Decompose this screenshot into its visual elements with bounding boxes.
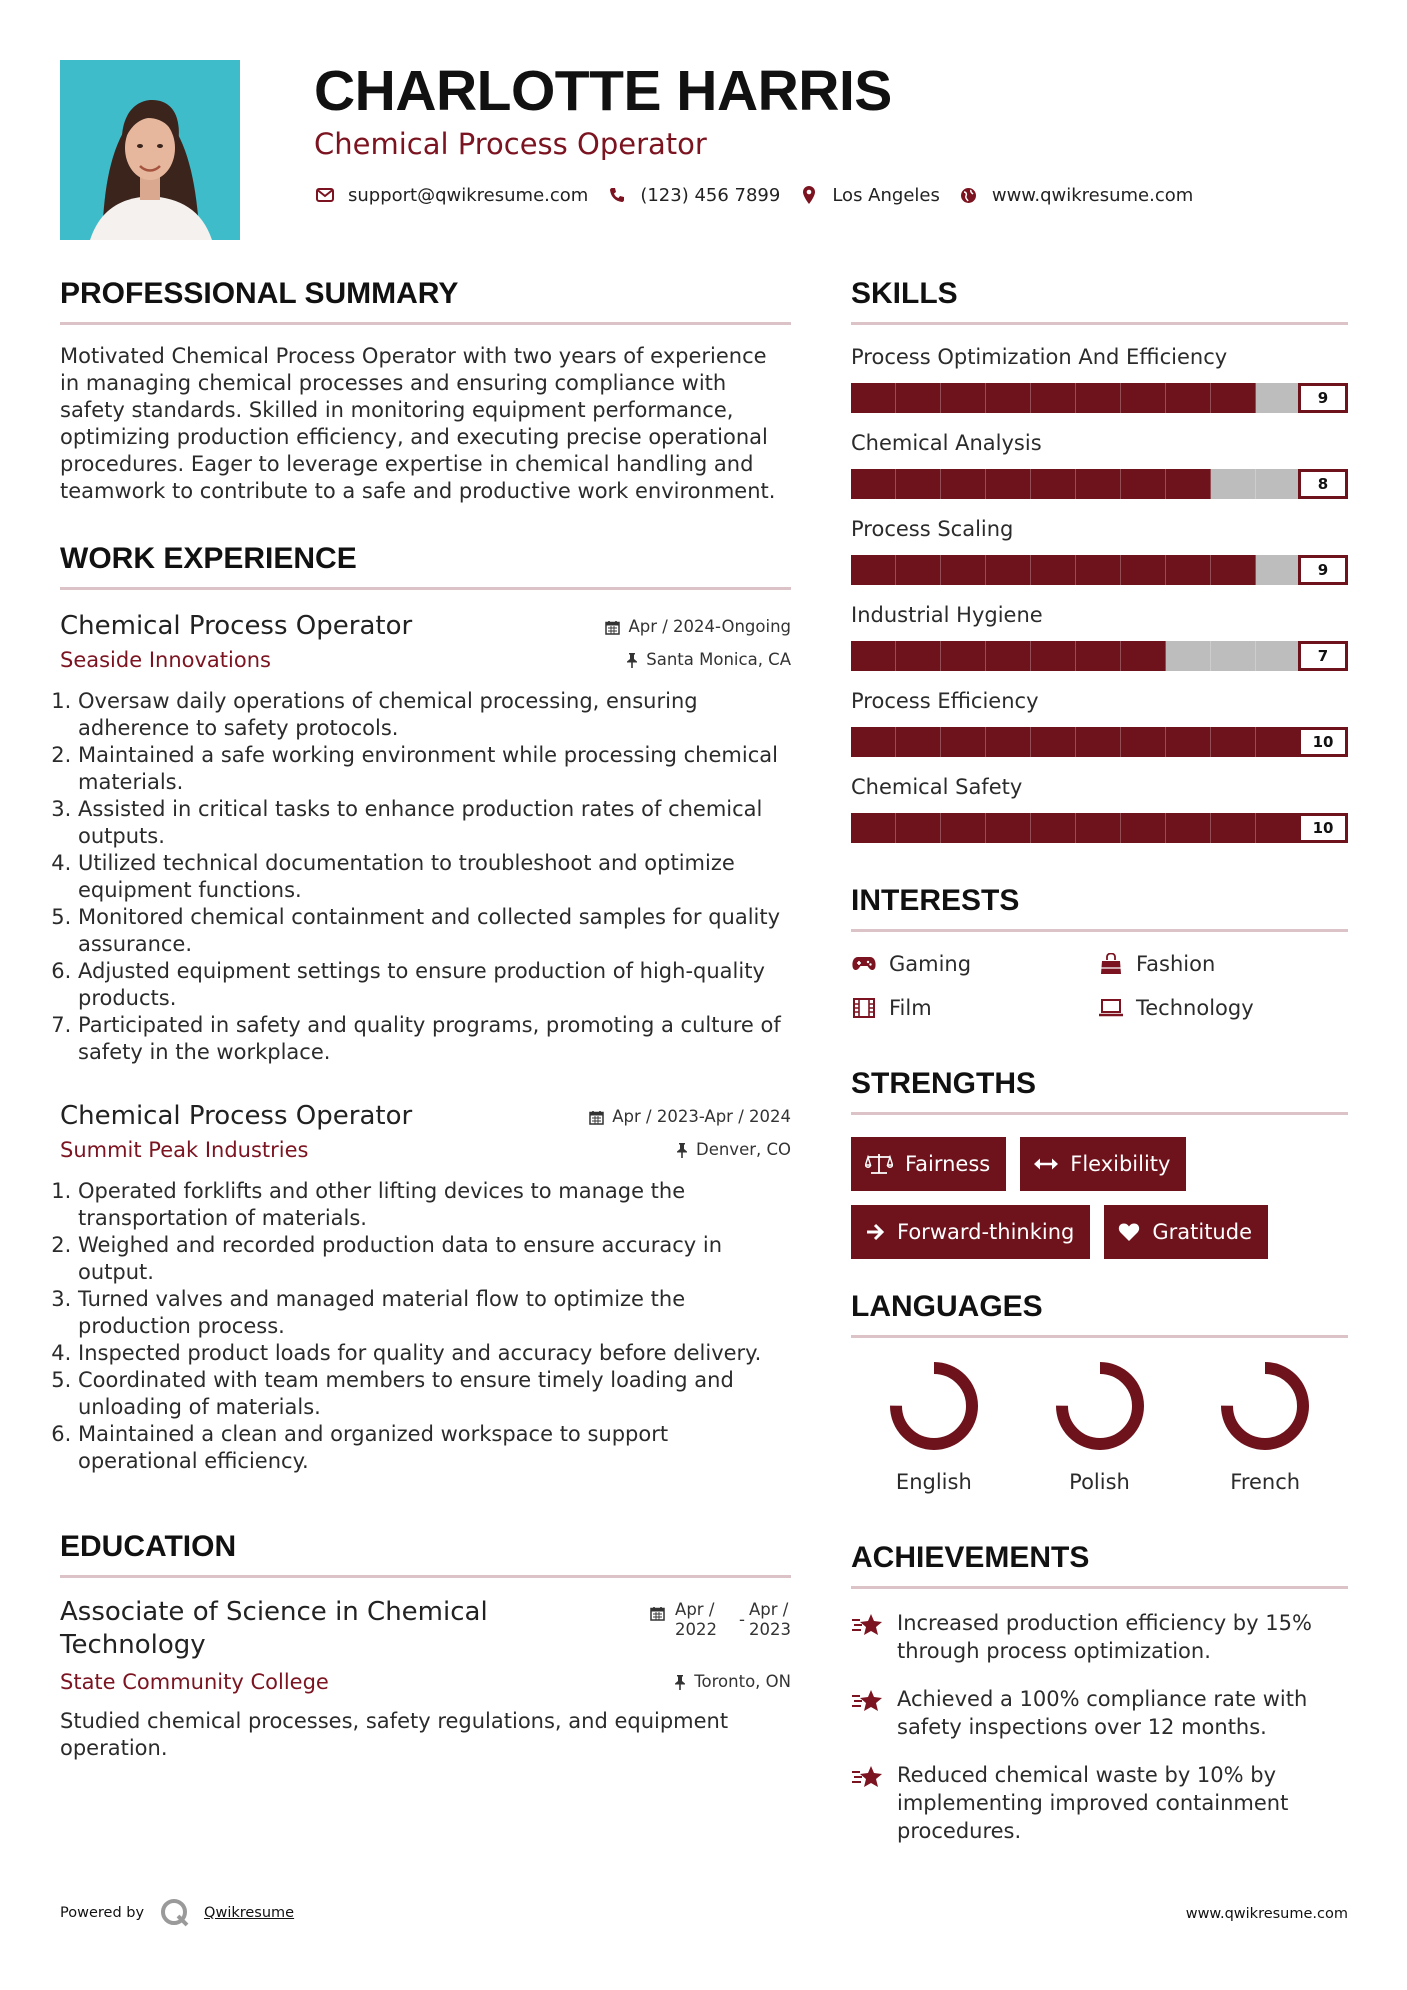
- section-divider: [60, 587, 791, 590]
- achievement-item: [851, 1685, 1348, 1741]
- section-divider: [851, 1112, 1348, 1115]
- pushpin-icon: [676, 1143, 688, 1158]
- skill-item: [851, 343, 1348, 413]
- contact-phone[interactable]: [606, 184, 780, 206]
- skill-bar-segment: [1256, 727, 1301, 757]
- skill-bar-segment: [851, 813, 896, 843]
- brand-link[interactable]: Qwikresume: [204, 1905, 295, 1921]
- arrows-horizontal-icon: [1034, 1157, 1058, 1171]
- skill-bar-segment: [986, 813, 1031, 843]
- skill-name: Industrial Hygiene: [851, 603, 1043, 627]
- skill-score: 9: [1298, 383, 1348, 413]
- strength-chip: [1020, 1137, 1186, 1191]
- start-date: [675, 1600, 717, 1640]
- skill-bar-track: [851, 469, 1301, 499]
- calendar-icon: [605, 620, 620, 635]
- skill-bar-segment: [941, 469, 986, 499]
- skill-bar-segment: [1076, 383, 1121, 413]
- duty-list: [60, 1178, 791, 1475]
- languages-list: [851, 1358, 1348, 1494]
- skill-bar-segment: [1166, 383, 1211, 413]
- section-divider: [851, 929, 1348, 932]
- interest-label: Gaming: [889, 952, 972, 976]
- contact-email[interactable]: [314, 184, 588, 206]
- language-name: French: [1230, 1470, 1301, 1494]
- phone-icon: [606, 184, 628, 206]
- start-date-line: 2022: [675, 1620, 718, 1639]
- portrait-image: [60, 60, 240, 240]
- job-entry: [60, 1100, 791, 1475]
- job-location: [626, 649, 791, 671]
- skill-item: [851, 601, 1348, 671]
- strengths-heading: STRENGTHS: [851, 1067, 1037, 1100]
- job-dates: [589, 1106, 791, 1128]
- strength-label: Fairness: [905, 1152, 991, 1176]
- language-item: [1182, 1358, 1348, 1494]
- education-dates: [650, 1600, 791, 1662]
- skill-bar-segment: [941, 727, 986, 757]
- duty-item: 2. Weighed and recorded production data to ensure accuracy in output.: [78, 1232, 791, 1286]
- left-column: [60, 272, 791, 1762]
- powered-by-text: Powered by: [60, 1905, 145, 1921]
- skill-bar-track: [851, 727, 1301, 757]
- strength-chip: [851, 1205, 1090, 1259]
- skill-bar: [851, 727, 1348, 757]
- interest-item: [851, 952, 1098, 976]
- duty-item: 7. Participated in safety and quality programs, promoting a culture of safety in the workplace.: [78, 1012, 791, 1066]
- skill-bar-segment: [1121, 383, 1166, 413]
- skill-bar-segment: [1166, 727, 1211, 757]
- strength-chip: [1104, 1205, 1268, 1259]
- skill-bar-segment: [1076, 641, 1121, 671]
- skill-bar-segment: [1031, 469, 1076, 499]
- skill-bar-segment: [986, 469, 1031, 499]
- website-text: www.qwikresume.com: [991, 184, 1194, 206]
- school-name: State Community College: [60, 1670, 329, 1694]
- job-dates-text: Apr / 2023-Apr / 2024: [612, 1107, 791, 1126]
- skill-bar-segment: [1256, 469, 1301, 499]
- skill-name: Chemical Safety: [851, 775, 1023, 799]
- duty-item: 5. Monitored chemical containment and collected samples for quality assurance.: [78, 904, 791, 958]
- skill-bar-segment: [1031, 383, 1076, 413]
- duty-item: 3. Assisted in critical tasks to enhance production rates of chemical outputs.: [78, 796, 791, 850]
- shooting-star-icon: [851, 1609, 885, 1665]
- calendar-icon: [650, 1606, 665, 1621]
- skill-bar-segment: [941, 641, 986, 671]
- strength-chip: [851, 1137, 1006, 1191]
- skill-bar-segment: [1031, 727, 1076, 757]
- skill-bar-segment: [1211, 727, 1256, 757]
- duty-item: 6. Maintained a clean and organized workspace to support operational efficiency.: [78, 1421, 791, 1475]
- skill-bar-segment: [896, 469, 941, 499]
- skill-item: [851, 773, 1348, 843]
- achievement-text: Increased production efficiency by 15% through process optimization.: [897, 1611, 1312, 1663]
- skill-score: 10: [1298, 813, 1348, 843]
- shooting-star-icon: [851, 1685, 885, 1741]
- skill-bar-segment: [1256, 383, 1301, 413]
- summary-text: Motivated Chemical Process Operator with two years of experience in managing chemical processes and ensuring compliance with safety standards. Skilled in monitoring equipment performance, optimizing production efficiency, and executing precise operational procedures. Eager to leverage expertise in chemical handling and teamwork to contribute to a safe and productive work environment.: [60, 344, 776, 503]
- skill-score: 9: [1298, 555, 1348, 585]
- achievement-item: [851, 1609, 1348, 1665]
- languages-heading: LANGUAGES: [851, 1290, 1043, 1323]
- shopping-bag-icon: [1098, 953, 1124, 975]
- skill-bar-segment: [851, 641, 896, 671]
- school-location: [674, 1671, 791, 1693]
- skill-bar-segment: [1076, 469, 1121, 499]
- skill-bar-segment: [896, 555, 941, 585]
- interest-item: [1098, 996, 1348, 1020]
- profile-photo: [60, 60, 240, 240]
- skill-bar-segment: [1031, 641, 1076, 671]
- degree-title: Associate of Science in Chemical Technology: [60, 1597, 488, 1660]
- duty-item: 5. Coordinated with team members to ensure timely loading and unloading of materials.: [78, 1367, 791, 1421]
- section-divider: [851, 322, 1348, 325]
- skill-bar-segment: [896, 641, 941, 671]
- skill-item: [851, 515, 1348, 585]
- language-level-ring: [1217, 1358, 1313, 1454]
- strength-label: Gratitude: [1152, 1220, 1252, 1244]
- job-dates-text: Apr / 2024-Ongoing: [628, 617, 791, 636]
- interests-grid: [851, 952, 1348, 1020]
- experience-heading: WORK EXPERIENCE: [60, 542, 357, 575]
- interest-label: Fashion: [1136, 952, 1216, 976]
- globe-icon: [958, 184, 980, 206]
- qwikresume-logo-icon: [160, 1898, 190, 1928]
- skill-bar-segment: [1121, 813, 1166, 843]
- start-date-line: Apr /: [675, 1600, 715, 1619]
- job-location-text: Santa Monica, CA: [646, 650, 791, 669]
- skill-bar-segment: [851, 555, 896, 585]
- duty-item: 4. Inspected product loads for quality and accuracy before delivery.: [78, 1340, 791, 1367]
- language-item: [851, 1358, 1017, 1494]
- date-separator: -: [739, 1610, 745, 1629]
- candidate-title: Chemical Process Operator: [314, 127, 707, 161]
- section-divider: [851, 1335, 1348, 1338]
- skill-bar-segment: [1121, 555, 1166, 585]
- skill-bar-track: [851, 641, 1301, 671]
- interests-heading: INTERESTS: [851, 884, 1020, 917]
- duty-list: [60, 688, 791, 1066]
- duty-item: 2. Maintained a safe working environment while processing chemical materials.: [78, 742, 791, 796]
- skill-bar-segment: [986, 555, 1031, 585]
- language-level-ring: [1052, 1358, 1148, 1454]
- education-description: Studied chemical processes, safety regulations, and equipment operation.: [60, 1709, 729, 1760]
- envelope-icon: [314, 184, 336, 206]
- skill-bar-segment: [851, 727, 896, 757]
- skill-bar: [851, 469, 1348, 499]
- achievements-heading: ACHIEVEMENTS: [851, 1541, 1090, 1574]
- end-date-line: Apr /: [749, 1600, 789, 1619]
- skill-bar-segment: [1121, 469, 1166, 499]
- school-location-text: Toronto, ON: [694, 1672, 791, 1691]
- skill-bar-segment: [1166, 813, 1211, 843]
- section-divider: [60, 322, 791, 325]
- skill-item: [851, 687, 1348, 757]
- skill-bar-segment: [1121, 727, 1166, 757]
- pushpin-icon: [674, 1675, 686, 1690]
- interest-item: [851, 996, 1098, 1020]
- skill-bar-segment: [941, 383, 986, 413]
- shooting-star-icon: [851, 1761, 885, 1845]
- gamepad-icon: [851, 953, 877, 975]
- skill-bar-segment: [986, 383, 1031, 413]
- interest-label: Film: [889, 996, 932, 1020]
- skill-name: Process Scaling: [851, 517, 1014, 541]
- candidate-name: CHARLOTTE HARRIS: [314, 59, 892, 123]
- language-level-arc: [896, 1368, 972, 1444]
- job-title: Chemical Process Operator: [60, 1101, 413, 1131]
- right-column: [851, 272, 1348, 1845]
- duty-item: 1. Operated forklifts and other lifting devices to manage the transportation of materials.: [78, 1178, 791, 1232]
- skill-score: 7: [1298, 641, 1348, 671]
- strength-label: Forward-thinking: [897, 1220, 1075, 1244]
- phone-text: (123) 456 7899: [640, 184, 781, 206]
- resume-header: [314, 58, 1354, 206]
- skill-bar-track: [851, 813, 1301, 843]
- skill-bar-segment: [1166, 641, 1211, 671]
- interest-item: [1098, 952, 1348, 976]
- achievement-text: Reduced chemical waste by 10% by implementing improved containment procedures.: [897, 1763, 1289, 1843]
- skill-name: Process Optimization And Efficiency: [851, 345, 1228, 369]
- skill-bar-segment: [896, 727, 941, 757]
- job-location: [676, 1139, 791, 1161]
- contact-website[interactable]: [958, 184, 1193, 206]
- achievement-item: [851, 1761, 1348, 1845]
- footer-powered-by: [60, 1898, 294, 1928]
- skill-bar-track: [851, 383, 1301, 413]
- location-text: Los Angeles: [832, 184, 940, 206]
- duty-item: 1. Oversaw daily operations of chemical processing, ensuring adherence to safety protocols.: [78, 688, 791, 742]
- skill-bar-segment: [1166, 555, 1211, 585]
- language-level-arc: [1062, 1368, 1138, 1444]
- end-date-line: 2023: [749, 1620, 791, 1639]
- skill-name: Process Efficiency: [851, 689, 1039, 713]
- skill-bar-segment: [1211, 641, 1256, 671]
- contact-location: [798, 184, 940, 206]
- film-icon: [851, 997, 877, 1019]
- skill-bar: [851, 813, 1348, 843]
- job-title: Chemical Process Operator: [60, 611, 413, 641]
- skill-score: 10: [1298, 727, 1348, 757]
- skills-list: [851, 343, 1348, 843]
- skill-bar: [851, 641, 1348, 671]
- skill-bar-segment: [896, 383, 941, 413]
- skill-bar-segment: [986, 641, 1031, 671]
- map-pin-icon: [798, 184, 820, 206]
- language-item: [1017, 1358, 1183, 1494]
- skill-bar-segment: [1031, 813, 1076, 843]
- job-dates: [605, 616, 791, 638]
- education-heading: EDUCATION: [60, 1530, 237, 1563]
- skill-bar-segment: [1076, 727, 1121, 757]
- skill-bar-segment: [1256, 813, 1301, 843]
- skill-bar-segment: [1076, 555, 1121, 585]
- skill-bar-segment: [1211, 383, 1256, 413]
- pushpin-icon: [626, 653, 638, 668]
- footer-website[interactable]: www.qwikresume.com: [1185, 1906, 1348, 1922]
- skill-bar-segment: [851, 383, 896, 413]
- achievements-list: [851, 1609, 1348, 1845]
- achievement-text: Achieved a 100% compliance rate with safety inspections over 12 months.: [897, 1687, 1308, 1739]
- skill-bar-segment: [1166, 469, 1211, 499]
- skill-item: [851, 429, 1348, 499]
- skill-bar-segment: [1256, 641, 1301, 671]
- skill-bar-segment: [941, 555, 986, 585]
- skill-bar-segment: [941, 813, 986, 843]
- skill-bar-track: [851, 555, 1301, 585]
- language-name: Polish: [1069, 1470, 1130, 1494]
- calendar-icon: [589, 1110, 604, 1125]
- end-date: [749, 1600, 791, 1640]
- duty-item: 6. Adjusted equipment settings to ensure production of high-quality products.: [78, 958, 791, 1012]
- strength-label: Flexibility: [1070, 1152, 1171, 1176]
- skill-score: 8: [1298, 469, 1348, 499]
- education-entry: [60, 1596, 791, 1662]
- skills-heading: SKILLS: [851, 277, 958, 310]
- company-name: Summit Peak Industries: [60, 1138, 309, 1162]
- skill-bar-segment: [1121, 641, 1166, 671]
- company-name: Seaside Innovations: [60, 648, 271, 672]
- interest-label: Technology: [1136, 996, 1254, 1020]
- section-divider: [851, 1586, 1348, 1589]
- section-divider: [60, 1575, 791, 1578]
- skill-bar: [851, 383, 1348, 413]
- skill-bar-segment: [896, 813, 941, 843]
- language-name: English: [895, 1470, 972, 1494]
- skill-bar-segment: [1211, 555, 1256, 585]
- duty-item: 3. Turned valves and managed material flow to optimize the production process.: [78, 1286, 791, 1340]
- skill-bar: [851, 555, 1348, 585]
- skill-bar-segment: [1211, 469, 1256, 499]
- email-text: support@qwikresume.com: [348, 184, 589, 206]
- skill-name: Chemical Analysis: [851, 431, 1042, 455]
- arrow-right-icon: [865, 1223, 885, 1241]
- heart-icon: [1118, 1222, 1140, 1242]
- job-location-text: Denver, CO: [695, 1140, 791, 1159]
- skill-bar-segment: [1256, 555, 1301, 585]
- laptop-icon: [1098, 997, 1124, 1019]
- summary-heading: PROFESSIONAL SUMMARY: [60, 277, 459, 310]
- skill-bar-segment: [851, 469, 896, 499]
- skill-bar-segment: [1076, 813, 1121, 843]
- skill-bar-segment: [986, 727, 1031, 757]
- contact-row: [314, 184, 1354, 206]
- duty-item: 4. Utilized technical documentation to troubleshoot and optimize equipment functions.: [78, 850, 791, 904]
- skill-bar-segment: [1211, 813, 1256, 843]
- strengths-list: [851, 1137, 1348, 1259]
- skill-bar-segment: [1031, 555, 1076, 585]
- job-entry: [60, 610, 791, 1066]
- balance-scale-icon: [865, 1153, 893, 1175]
- language-level-arc: [1227, 1368, 1303, 1444]
- language-level-ring: [886, 1358, 982, 1454]
